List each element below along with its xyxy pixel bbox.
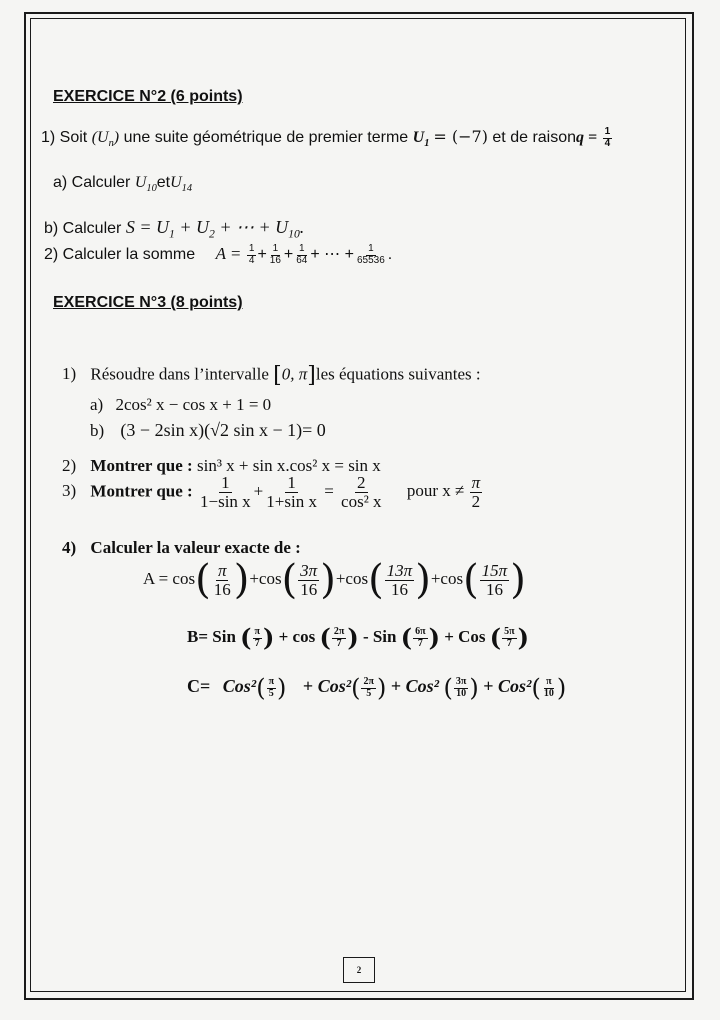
a-cos: +cos <box>430 568 464 588</box>
condition-fraction: $\frac{\pi}{2}$ <box>471 473 481 511</box>
page-number-box: 2 <box>343 957 375 983</box>
expression-b: B= Sin ( $\frac{\pi}{7}$ ) + cos ( $\frac{2\pi}{7}$ ) - Sin ( $\frac{6\pi}{7}$ ) + Cos ( $\frac{5\pi}{7}$ ) <box>187 623 529 652</box>
a-cos: +cos <box>249 568 282 588</box>
exercise-3-heading: EXERCICE N°3 (8 points) <box>53 294 243 311</box>
c-cos: Cos² <box>405 676 440 697</box>
q1-tail: les équations suivantes : <box>315 364 481 384</box>
qa-prefix: a) Calculer <box>53 174 131 191</box>
q4-text: Calculer la valeur exacte de : <box>90 538 301 557</box>
u14: $U_{14}$ <box>170 174 193 195</box>
q4-label: 4) <box>62 538 77 557</box>
q2-prefix: 2) Calculer la somme <box>44 246 196 264</box>
b-term-4: $\frac{5\pi}{7}$ <box>504 626 515 649</box>
ex3-question-1a <box>90 395 271 415</box>
q1b-label: b) <box>90 421 105 440</box>
c-cos: Cos² <box>317 676 352 697</box>
plus: + <box>483 676 494 697</box>
term-4: $\frac{1}{65536}$ <box>356 243 385 266</box>
q2-text: Montrer que : <box>90 456 193 475</box>
expression-a: A = cos( $\frac{\pi}{16}$ )+cos( $\frac{3\pi}{16}$ )+cos( $\frac{13\pi}{16}$ )+cos( $\frac{15\pi}{16}$ ) <box>143 557 526 603</box>
period: . <box>387 246 393 264</box>
qa-et: et <box>156 174 171 191</box>
b-term-3: $\frac{6\pi}{7}$ <box>415 626 426 649</box>
exercise-2-heading: EXERCICE N°2 (6 points) <box>53 88 243 105</box>
dots: + ⋯ + <box>310 246 354 264</box>
c-term-1: $\frac{\pi}{5}$ <box>268 676 275 699</box>
equation-b-part1: (3 − 2sin x) <box>120 420 205 440</box>
sum-s-formula: $S = U_1 + U_2$ + ⋯ + $U_{10}$. <box>125 217 305 241</box>
b-term-2: $\frac{2\pi}{7}$ <box>333 626 345 649</box>
ex3-question-1: 1) Résoudre dans l’intervalle [0, π]les équations suivantes : <box>62 363 481 388</box>
qb-prefix: b) Calculer <box>44 220 122 237</box>
ex3-question-4 <box>62 538 301 558</box>
b-term-1: $\frac{\pi}{7}$ <box>254 626 261 649</box>
ex3-question-3 <box>62 474 483 511</box>
term-3: $\frac{1}{64}$ <box>296 243 308 266</box>
sequence-symbol: $(U_n)$ <box>91 129 120 150</box>
expression-c: C= Cos²( $\frac{\pi}{5}$ ) + Cos²( $\frac{2\pi}{5}$ ) + Cos² ( $\frac{3\pi}{10}$ ) + Cos²( $\frac{\pi}{10}$ ) <box>187 674 567 702</box>
fraction-2: $\frac{1}{\text{1+sin x}}$ <box>266 473 317 511</box>
c-term-3: $\frac{3\pi}{10}$ <box>455 676 467 699</box>
fraction-1: $\frac{1}{\text{1−sin x}}$ <box>199 473 251 511</box>
b-part-1: + cos <box>278 626 316 646</box>
c-lhs: C= <box>187 676 211 697</box>
ex2-question-b <box>44 217 304 241</box>
c-term-2: $\frac{2\pi}{5}$ <box>363 676 374 699</box>
a-term-1: $\frac{\pi}{16}$ <box>213 560 231 599</box>
equation-b-part3: = 0 <box>302 420 326 440</box>
q1-mid: une suite géométrique de premier terme <box>123 129 409 147</box>
b-part-2: - Sin <box>362 626 397 646</box>
plus: + <box>302 676 314 697</box>
q1-prefix: 1) Soit <box>41 129 88 147</box>
ratio-fraction: $\frac{1}{4}$ <box>604 126 611 149</box>
first-term: $U_1 = (-7)$ <box>412 127 488 150</box>
ex3-question-1b <box>90 420 326 441</box>
q1a-label: a) <box>90 395 104 414</box>
ex2-question-1 <box>41 127 613 149</box>
a-term-3: $\frac{13\pi}{16}$ <box>386 560 413 599</box>
identity-2: sin³ x + sin x.cos² x = sin x <box>196 456 381 475</box>
plus: + <box>283 246 294 264</box>
b-lhs: B= Sin <box>187 626 236 646</box>
q1-reason: et de raison <box>492 129 577 147</box>
plus: + <box>257 246 267 264</box>
term-2: $\frac{1}{16}$ <box>269 243 281 266</box>
plus: + <box>253 481 264 501</box>
u10: $U_{10}$ <box>134 174 157 195</box>
equals: = <box>324 481 334 501</box>
q3-label: 3) <box>62 481 77 501</box>
c-term-4: $\frac{\pi}{10}$ <box>543 676 554 699</box>
ex2-question-2 <box>44 244 392 266</box>
q3-text: Montrer que : <box>90 481 193 501</box>
q2-label: 2) <box>62 456 77 475</box>
condition-text: pour x ≠ <box>406 481 465 501</box>
a-lhs: A = cos <box>143 568 196 588</box>
equation-a: 2cos² x − cos x + 1 = 0 <box>115 395 272 414</box>
equation-b-part2: (√2 sin x − 1) <box>204 420 303 440</box>
ratio: q = <box>576 129 598 147</box>
a-cos: +cos <box>335 568 369 588</box>
plus: + <box>390 676 402 697</box>
ex2-question-a <box>53 174 192 194</box>
q1-label: 1) <box>62 364 77 384</box>
a-term-4: $\frac{15\pi}{16}$ <box>481 560 508 599</box>
a-term-2: $\frac{3\pi}{16}$ <box>300 560 318 599</box>
b-part-3: + Cos <box>444 626 486 646</box>
fraction-3: $\frac{2}{\text{cos² x}}$ <box>341 473 382 511</box>
sum-a-lhs: A = <box>215 244 242 264</box>
c-cos: Cos² <box>498 676 532 697</box>
term-1: $\frac{1}{4}$ <box>248 243 255 266</box>
q1-text: Résoudre dans l’intervalle <box>90 364 269 384</box>
interval: 0, π <box>281 364 308 384</box>
c-cos: Cos² <box>222 676 257 697</box>
